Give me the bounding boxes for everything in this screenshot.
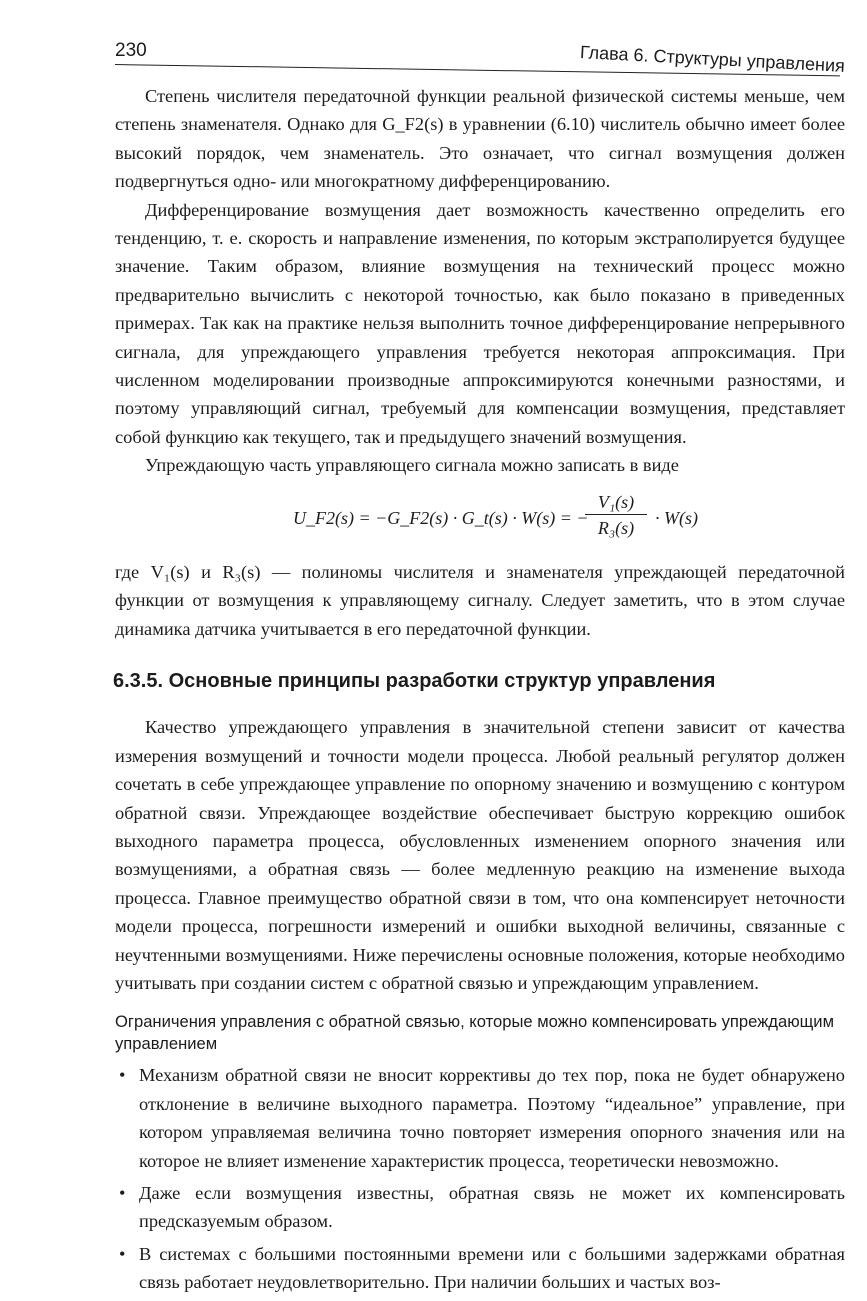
chapter-title: Глава 6. Структуры управления bbox=[579, 42, 846, 76]
paragraph-polynomials: где V₁(s) и R₃(s) — полиномы числителя и знаменателя упреждающей передаточной функции от возмущения к управляющему сигналу. Следует заметить, что в этом случае динамика датчика учитывается в его передаточной функции. bbox=[115, 561, 845, 639]
paragraph-numerator-degree: Степень числителя передаточной функции реальной физической системы меньше, чем степень знаменателя. Однако для G_F2(s) в уравнении (6.10) числитель обычно имеет более высокий порядок, чем знаменатель. Это означает, что сигнал возмущения должен подвергнуться одно- или многократному дифференцированию. bbox=[115, 86, 845, 192]
formula-fraction bbox=[585, 490, 647, 541]
list-item-text: Механизм обратной связи не вносит коррективы до тех пор, пока не будет обнаружено отклонение в величине выходного параметра. Поэтому “идеальное” управление, при котором управляемая величина точно повторяет измерения опорного значения или на которое не влияет изменение характеристик процесса, теоретически невозможно. bbox=[139, 1065, 845, 1171]
formula-denominator: R₃(s) bbox=[597, 517, 635, 538]
formula-numerator: V₁(s) bbox=[585, 490, 647, 515]
list-item-text: Даже если возмущения известны, обратная связь не может их компенсировать предсказуемым образом. bbox=[139, 1183, 845, 1232]
bullet-icon: • bbox=[119, 1183, 126, 1203]
list-item bbox=[115, 1240, 845, 1297]
paragraph-differentiation: Дифференцирование возмущения дает возможность качественно определить его тенденцию, т. е. скорость и направление изменения, по которым экстраполируется будущее значение. Таким образом, влияние возмущения на технический процесс можно предварительно вычислить с некоторой точностью, как было показано в приведенных примерах. Так как на практике нельзя выполнить точное дифференцирование непрерывного сигнала, для упреждающего управления требуется некоторая аппроксимация. При численном моделировании производные аппроксимируются конечными разностями, и поэтому управляющий сигнал, требуемый для компенсации возмущения, представляет собой функцию как текущего, так и предыдущего значений возмущения. bbox=[115, 199, 845, 447]
list-item-text: В системах с большими постоянными времени или с большими задержками обратная связь работает неудовлетворительно. При наличии больших и частых воз- bbox=[139, 1243, 845, 1293]
feedforward-formula bbox=[115, 490, 845, 552]
page-number: 230 bbox=[115, 40, 147, 61]
bullet-icon: • bbox=[119, 1243, 126, 1264]
bullet-icon: • bbox=[119, 1065, 126, 1086]
subsection-heading: Ограничения управления с обратной связью, которые можно компенсировать упреждающим управлением bbox=[115, 1012, 834, 1054]
formula-rhs: · W(s) bbox=[655, 507, 698, 528]
list-item bbox=[115, 1179, 845, 1236]
limitations-list bbox=[115, 1061, 845, 1296]
list-item bbox=[115, 1061, 845, 1175]
section-heading: 6.3.5. Основные принципы разработки структур управления bbox=[113, 669, 716, 692]
formula-lhs: U_F2(s) = −G_F2(s) · G_t(s) · W(s) = − bbox=[293, 507, 589, 528]
paragraph-feedforward-intro: Упреждающую часть управляющего сигнала можно записать в виде bbox=[145, 455, 679, 476]
page-body bbox=[115, 82, 845, 1301]
paragraph-section-principles: Качество упреждающего управления в значительной степени зависит от качества измерения возмущений и точности модели процесса. Любой реальный регулятор должен сочетать в себе упреждающее управление по опорному значению и возмущению с контуром обратной связи. Упреждающее воздействие обеспечивает быструю коррекцию ошибок выходного параметра процесса, обусловленных изменением опорного значения или возмущениями, а обратная связь — более медленную реакцию на изменение выхода процесса. Главное преимущество обратной связи в том, что она компенсирует неточности модели процесса, погрешности измерений и ошибки выходной величины, связанные с неучтенными возмущениями. Ниже перечислены основные положения, которые необходимо учитывать при создании систем с обратной связью и упреждающим управлением. bbox=[115, 717, 845, 993]
